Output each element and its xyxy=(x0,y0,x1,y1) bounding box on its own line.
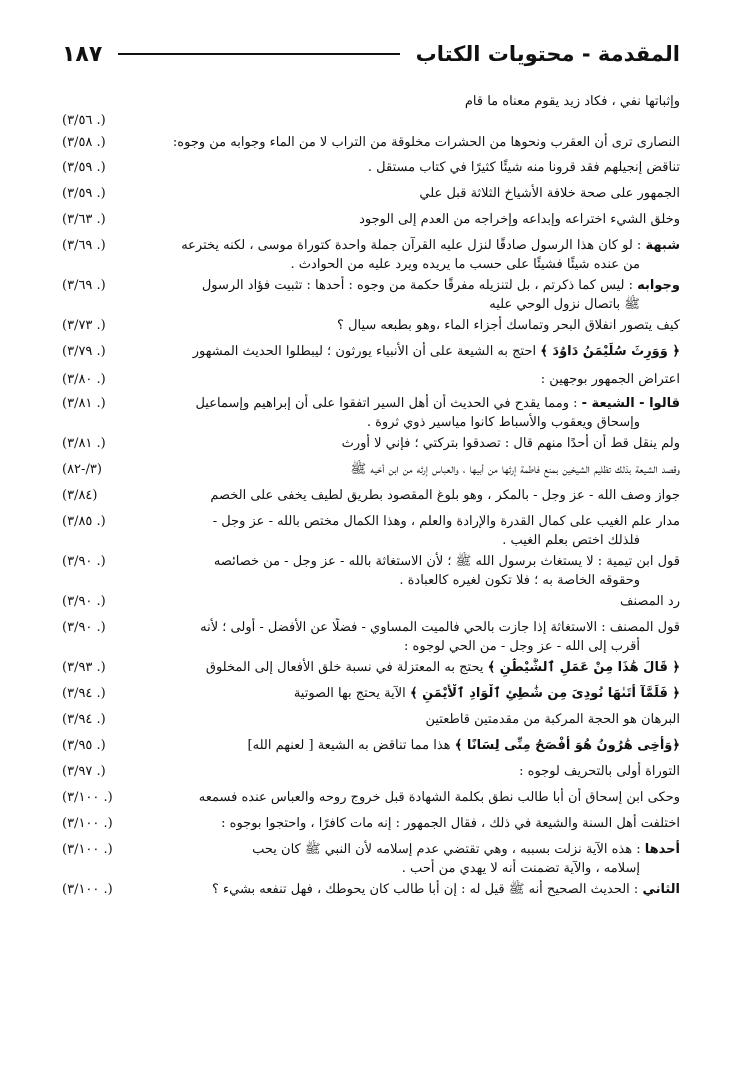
entry-text xyxy=(140,762,680,781)
toc-entry xyxy=(62,133,680,158)
page-reference: (٣/٦٣ .) xyxy=(62,212,106,227)
toc-entry xyxy=(62,618,680,658)
entry-line-text: البرهان هو الحجة المركبة من مقدمتين قاطعتين xyxy=(425,712,680,727)
entry-line xyxy=(140,370,680,389)
toc-entry xyxy=(62,236,680,276)
entry-line-text: من عنده شيئًا فشيئًا على حسب ما يريده ويرد عليه من الحوادث . xyxy=(290,257,640,272)
toc-entry xyxy=(62,512,680,552)
entry-line-text: يحتج به المعتزلة في نسبة خلق الأفعال إلى المخلوق xyxy=(205,660,488,675)
contents-list xyxy=(62,92,680,1059)
entry-line xyxy=(140,413,680,432)
toc-entry xyxy=(62,210,680,236)
page-reference: (٣/٩٠ .) xyxy=(62,620,106,635)
toc-entry xyxy=(62,684,680,710)
entry-line-text: قول المصنف : الاستغاثة إذا جازت بالحي فالميت المساوي - فضلًا عن الأفضل - أولى ؛ لأنه xyxy=(200,620,680,635)
entry-text xyxy=(140,710,680,729)
entry-line xyxy=(140,133,680,152)
page-reference: (٣/٦٩ .) xyxy=(62,238,106,253)
entry-text xyxy=(140,210,680,229)
page-reference: (٣/٥٨ .) xyxy=(62,135,106,150)
entry-text xyxy=(140,486,680,505)
entry-lead: قالوا - الشيعة - xyxy=(581,396,680,411)
entry-line xyxy=(140,394,680,413)
entry-line-text: اختلفت أهل السنة والشيعة في ذلك ، فقال الجمهور : إنه مات كافرًا ، واحتجوا بوجوه : xyxy=(221,816,680,831)
toc-entry xyxy=(62,92,680,111)
entry-text xyxy=(140,684,680,703)
toc-entry xyxy=(62,552,680,592)
page-reference: (٣/١٠٠ .) xyxy=(62,816,113,831)
entry-line-text: : هذه الآية نزلت بسببه ، وهي تقتضي عدم إسلامه لأن النبي ﷺ كان يحب xyxy=(252,842,645,857)
entry-line xyxy=(140,295,680,314)
toc-entry xyxy=(62,394,680,434)
entry-text xyxy=(140,512,680,550)
entry-line-text: هذا مما تناقض به الشيعة [ لعنهم الله] xyxy=(247,738,455,753)
quran-verse: ﴿ قَالَ هَٰذَا مِنْ عَمَلِ ٱلشَّيْطَٰنِ ﴾ xyxy=(487,660,680,675)
entry-text xyxy=(140,133,680,152)
entry-line-text: وقصد الشيعة بذلك تظليم الشيخين بمنع فاطمة إرثها من أبيها ، والعباس إرثه من ابن أخيه ﷺ xyxy=(350,462,680,477)
page-reference: (٣/٨٠ .) xyxy=(62,372,106,387)
entry-line-text: مدار علم الغيب على كمال القدرة والإرادة والعلم ، وهذا الكمال مختص بالله - عز وجل - xyxy=(212,514,680,529)
entry-line-text: رد المصنف xyxy=(620,594,680,609)
entry-lead: الثاني xyxy=(642,882,680,897)
toc-entry xyxy=(62,158,680,184)
entry-line-text: تناقض إنجيلهم فقد قرونا منه شيئًا كثيرًا في كتاب مستقل . xyxy=(367,160,680,175)
page-reference: (٣/١٠٠ .) xyxy=(62,882,113,897)
page-reference: (٣/٩٧ .) xyxy=(62,764,106,779)
entry-line xyxy=(140,814,680,833)
entry-line xyxy=(140,434,680,453)
page-reference: (٣/٩٤ .) xyxy=(62,712,106,727)
page-reference: (٣/٥٩ .) xyxy=(62,186,106,201)
entry-line xyxy=(140,658,680,677)
entry-line xyxy=(140,210,680,229)
entry-text xyxy=(140,394,680,432)
entry-line xyxy=(140,486,680,505)
page-reference: (٣/٧٩ .) xyxy=(62,344,106,359)
quran-verse: ﴿ وَوَرِثَ سُلَيْمَنُ دَاوُدَ ﴾ xyxy=(540,344,680,359)
entry-line xyxy=(140,276,680,295)
entry-line xyxy=(140,158,680,177)
toc-entry xyxy=(62,710,680,736)
entry-text xyxy=(140,276,680,314)
entry-line-text: إسلامه ، والآية تضمنت أنه لا يهدي من أحب . xyxy=(401,861,640,876)
entry-text xyxy=(140,880,680,899)
entry-text xyxy=(140,460,680,479)
entry-line xyxy=(140,859,680,878)
toc-entry xyxy=(62,276,680,316)
entry-line-text: قول ابن تيمية : لا يستغاث برسول الله ﷺ ؛ لأن الاستغاثة بالله - عز وجل - من خصائصه xyxy=(213,554,680,569)
entry-line xyxy=(140,840,680,859)
entry-line-text: الآية يحتج بها الصوتية xyxy=(293,686,410,701)
entry-line xyxy=(140,788,680,807)
entry-line xyxy=(140,236,680,255)
page-number: ١٨٧ xyxy=(62,41,103,67)
page-reference: (٣/٩٣ .) xyxy=(62,660,106,675)
page-header xyxy=(62,34,680,74)
page-reference: (٣/٨١ .) xyxy=(62,436,106,451)
entry-line-text: : لو كان هذا الرسول صادقًا لنزل عليه القرآن جملة واحدة كتوراة موسى ، لكنه يخترعه xyxy=(181,238,646,253)
page-reference: (٣/١٠٠ .) xyxy=(62,842,113,857)
toc-entry xyxy=(62,736,680,762)
page-reference: (٣/٥٩ .) xyxy=(62,160,106,175)
entry-line-text: ولم ينقل قط أن أحدًا منهم قال : تصدقوا بتركتي ؛ فإني لا أورث xyxy=(341,436,680,451)
entry-line xyxy=(140,592,680,611)
entry-line-text: أقرب إلى الله - عز وجل - من الحي لوجوه : xyxy=(404,639,640,654)
entry-line-text: : ومما يقدح في الحديث أن أهل السير اتفقوا على أن إبراهيم وإسماعيل xyxy=(195,396,582,411)
page-reference: (٣/٩٥ .) xyxy=(62,738,106,753)
entry-line-text: الجمهور على صحة خلافة الأشياخ الثلاثة قبل علي xyxy=(419,186,680,201)
entry-line xyxy=(140,684,680,703)
entry-line xyxy=(140,762,680,781)
toc-entry xyxy=(62,111,680,133)
toc-entry xyxy=(62,814,680,840)
toc-entry xyxy=(62,316,680,342)
entry-text xyxy=(140,618,680,656)
entry-line xyxy=(140,460,680,479)
entry-text xyxy=(140,236,680,274)
entry-line xyxy=(140,255,680,274)
toc-entry xyxy=(62,434,680,460)
entry-text xyxy=(140,552,680,590)
entry-line xyxy=(140,184,680,203)
entry-line-text: وخلق الشيء اختراعه وإبداعه وإخراجه من العدم إلى الوجود xyxy=(359,212,680,227)
page-reference: (٣/٨٤) xyxy=(62,488,98,503)
entry-lead: أحدها xyxy=(644,842,680,857)
quran-verse: ﴿ فَلَمَّآ أَتَىٰهَا نُودِىَ مِن شَٰطِئِ ٱلْوَادِ ٱلْأَيْمَنِ ﴾ xyxy=(409,686,680,701)
entry-text xyxy=(140,592,680,611)
page-reference: (٣/٩٠ .) xyxy=(62,594,106,609)
entry-text xyxy=(140,840,680,878)
entry-line xyxy=(140,316,680,335)
toc-entry xyxy=(62,658,680,684)
entry-text xyxy=(140,814,680,833)
page-reference: (٣/-٨٢) xyxy=(62,462,102,477)
page-reference: (٣/١٠٠ .) xyxy=(62,790,113,805)
page-reference: (٣/٩٠ .) xyxy=(62,554,106,569)
page-reference: (٣/٨٥ .) xyxy=(62,514,106,529)
toc-entry xyxy=(62,592,680,618)
entry-text xyxy=(140,370,680,389)
entry-line xyxy=(140,531,680,550)
entry-line-text: احتج به الشيعة على أن الأنبياء يورثون ؛ ليبطلوا الحديث المشهور xyxy=(192,344,541,359)
page-reference: (٣/٦٩ .) xyxy=(62,278,106,293)
entry-line-text: : الحديث الصحيح أنه ﷺ قيل له : إن أبا طالب كان يحوطك ، فهل تنفعه بشيء ؟ xyxy=(211,882,643,897)
entry-lead: شبهة xyxy=(645,238,680,253)
entry-line-text: جواز وصف الله - عز وجل - بالمكر ، وهو بلوغ المقصود بطريق لطيف يخفى على الخصم xyxy=(210,488,680,503)
entry-line xyxy=(140,637,680,656)
page-reference: (٣/٨١ .) xyxy=(62,396,106,411)
entry-line-text: وإسحاق ويعقوب والأسباط كانوا مياسير ذوي ثروة . xyxy=(366,415,640,430)
toc-entry xyxy=(62,460,680,486)
entry-text xyxy=(140,316,680,335)
entry-text xyxy=(140,788,680,807)
entry-line xyxy=(140,512,680,531)
entry-text xyxy=(140,184,680,203)
entry-text xyxy=(140,92,680,111)
entry-line xyxy=(140,618,680,637)
entry-line xyxy=(140,571,680,590)
page-reference: (٣/٥٦ .) xyxy=(62,113,106,128)
entry-line-text: اعتراض الجمهور بوجهين : xyxy=(540,372,680,387)
entry-text xyxy=(140,434,680,453)
toc-entry xyxy=(62,788,680,814)
entry-line xyxy=(140,342,680,361)
entry-line-text: وحكى ابن إسحاق أن أبا طالب نطق بكلمة الشهادة قبل خروج روحه والعباس عنده فسمعه xyxy=(198,790,680,805)
entry-lead: وجوابه xyxy=(637,278,680,293)
header-rule xyxy=(118,53,399,55)
entry-line-text: النصارى ترى أن العقرب ونحوها من الحشرات مخلوقة من التراب لا من الماء وجوابه من وجوه: xyxy=(172,135,680,150)
entry-line-text: كيف يتصور انفلاق البحر وتماسك أجزاء الماء ،وهو بطبعه سيال ؟ xyxy=(337,318,680,333)
entry-line-text: : ليس كما ذكرتم ، بل لتنزيله مفرقًا حكمة من وجوه : أحدها : تثبيت فؤاد الرسول xyxy=(201,278,638,293)
quran-verse: ﴿وَأَخِى هَٰرُونُ هُوَ أَفْصَحُ مِنِّى لِسَانًا ﴾ xyxy=(454,738,680,753)
page-reference: (٣/٧٣ .) xyxy=(62,318,106,333)
entry-text xyxy=(140,736,680,755)
entry-text xyxy=(140,158,680,177)
page-reference: (٣/٩٤ .) xyxy=(62,686,106,701)
entry-line-text: ﷺ باتصال نزول الوحي عليه xyxy=(489,297,640,312)
toc-entry xyxy=(62,840,680,880)
entry-line xyxy=(140,92,680,111)
entry-line-text: وإثباتها نفي ، فكاد زيد يقوم معناه ما قام xyxy=(464,94,680,109)
toc-entry xyxy=(62,762,680,788)
entry-line-text: وحقوقه الخاصة به ؛ فلا تكون لغيره كالعبادة . xyxy=(399,573,640,588)
entry-line-text: التوراة أولى بالتحريف لوجوه : xyxy=(519,764,680,779)
entry-line-text: فلذلك اختص بعلم الغيب . xyxy=(502,533,640,548)
toc-entry xyxy=(62,370,680,394)
entry-line xyxy=(140,880,680,899)
entry-line xyxy=(140,710,680,729)
toc-entry xyxy=(62,342,680,370)
page-title: المقدمة - محتويات الكتاب xyxy=(415,42,680,66)
toc-entry xyxy=(62,880,680,908)
toc-entry xyxy=(62,184,680,210)
entry-text xyxy=(140,342,680,361)
entry-line xyxy=(140,736,680,755)
entry-line xyxy=(140,552,680,571)
entry-text xyxy=(140,658,680,677)
toc-entry xyxy=(62,486,680,512)
